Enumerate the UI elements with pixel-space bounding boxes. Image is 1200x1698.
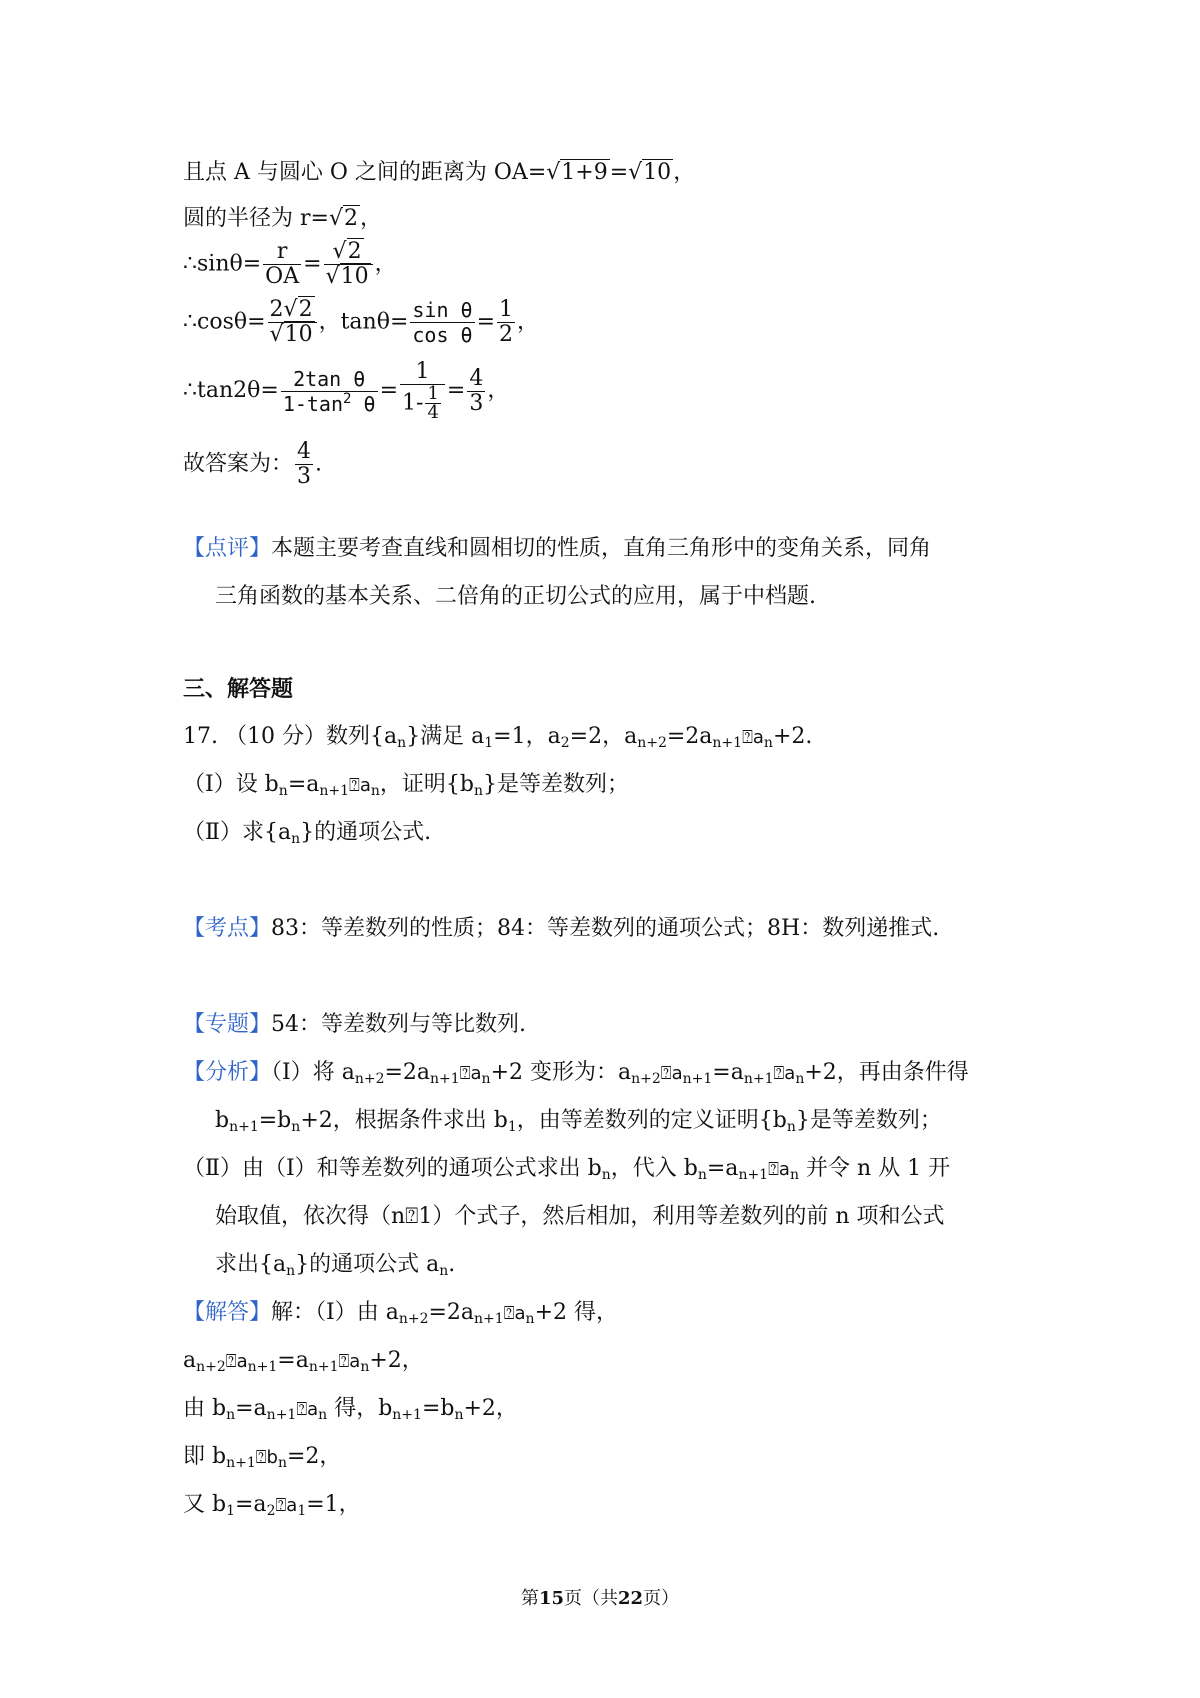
fenxi-line-4: 始取值，依次得（n⍰1）个式子，然后相加，利用等差数列的前 n 项和公式	[215, 1204, 945, 1229]
fenxi-line-1: 【分析】（Ⅰ）将 $a_{n+2}=2a_{n+1}⍰a_n+2$ 变形为：$a_{n+2}⍰a_{n+1}=a_{n+1}⍰a_n+2$，再由条件得	[183, 1060, 969, 1087]
section-title: 三、解答题	[183, 676, 294, 702]
current-page-number: 15	[538, 1588, 564, 1609]
kaodian-line: 【考点】83：等差数列的性质；84：等差数列的通项公式；8H：数列递推式.	[183, 916, 940, 941]
fenxi-line-5: 求出$\{a_n\}$的通项公式 $a_n$.	[215, 1252, 456, 1279]
distance-line: 且点 A 与圆心 O 之间的距离为 OA=√1+9=√10，	[183, 158, 695, 188]
frac-one-half: $\frac{1}{2}$	[499, 297, 514, 347]
solution-step-3: 即 $b_{n+1}⍰b_n=2$，	[183, 1444, 342, 1471]
sqrt-10: √10	[628, 160, 672, 185]
frac-sqrt2-over-sqrt10: $\frac{√2}{√10}$	[324, 240, 373, 289]
tan2theta-line: ∴tan2θ= $\frac{\text{2tan θ}}{1-\tan^2 \theta}$ = 1 1- $\frac{1}{4}$ = $\frac{4}{3}$ ，	[183, 359, 510, 423]
frac-double-angle: $\frac{\text{2tan θ}}{1-\tan^2 \theta}$	[282, 366, 376, 416]
solution-step-1: $a_{n+2}⍰a_{n+1}=a_{n+1}⍰a_n+2$，	[183, 1348, 424, 1375]
frac-four-thirds: $\frac{4}{3}$	[469, 365, 484, 416]
review-line-1: 【点评】本题主要考查直线和圆相切的性质，直角三角形中的变角关系，同角	[183, 536, 932, 561]
q17-part1: （Ⅰ）设 $b_n=a_{n+1}⍰a_n$，证明$\{b_n\}$是等差数列；	[183, 772, 630, 799]
page-footer: 第15页（共22页）	[520, 1588, 680, 1609]
frac-one-over-one-minus-quarter: 1 1- $\frac{1}{4}$	[400, 360, 445, 422]
answer-fraction: $\frac{4}{3}$	[297, 439, 312, 489]
sqrt-1plus9: √1+9	[546, 160, 608, 185]
jieda-line-1: 【解答】解：（Ⅰ）由 $a_{n+2}=2a_{n+1}⍰a_n+2$ 得，	[183, 1300, 618, 1327]
frac-r-over-oa: $\frac{r}{OA}$	[265, 239, 300, 289]
frac-sin-over-cos: $\frac{\text{sin θ}}{\text{cos θ}}$	[412, 298, 473, 347]
fenxi-line-3: （Ⅱ）由（Ⅰ）和等差数列的通项公式求出 $b_n$，代入 $b_n=a_{n+1}⍰a_n$ 并令 n 从 1 开	[183, 1156, 951, 1183]
zhuanti-tag: 【专题】	[183, 1012, 272, 1037]
cos-tan-line: ∴cosθ= $\frac{2√2}{√10}$ ，tanθ= $\frac{\text{sin θ}}{\text{cos θ}}$ = $\frac{1}{2}$ ，	[183, 297, 540, 347]
sqrt-2: √2	[328, 206, 358, 231]
review-line-2: 三角函数的基本关系、二倍角的正切公式的应用，属于中档题.	[215, 584, 816, 609]
answer-line: 故答案为： $\frac{4}{3}$ .	[183, 439, 323, 489]
solution-step-4: 又 $b_1=a_2⍰a_1=1$，	[183, 1492, 361, 1519]
fenxi-line-2: $b_{n+1}=b_n+2$，根据条件求出 $b_1$，由等差数列的定义证明$\{b_n\}$是等差数列；	[215, 1108, 942, 1135]
fenxi-tag: 【分析】	[183, 1060, 272, 1085]
jieda-tag: 【解答】	[183, 1300, 272, 1325]
kaodian-tag: 【考点】	[183, 916, 272, 941]
total-page-count: 22	[618, 1588, 644, 1609]
radius-line: 圆的半径为 r=√2，	[183, 204, 382, 234]
frac-cos: $\frac{2√2}{√10}$	[268, 298, 317, 347]
distance-text: 且点 A 与圆心 O 之间的距离为 OA=	[183, 160, 547, 185]
review-tag: 【点评】	[183, 536, 272, 561]
q17-statement: 17. （10 分）数列$\{a_n\}$满足 $a_1=1$，$a_2=2$，$a_{n+2}=2a_{n+1}⍰a_n+2$.	[183, 724, 813, 751]
solution-step-2: 由 $b_n=a_{n+1}⍰a_n$ 得，$b_{n+1}=b_n+2$，	[183, 1396, 518, 1423]
sin-line: ∴sinθ= $\frac{r}{OA}$ = $\frac{√2}{√10}$ ，	[183, 239, 397, 289]
zhuanti-line: 【专题】54：等差数列与等比数列.	[183, 1012, 527, 1037]
q17-part2: （Ⅱ）求$\{a_n\}$的通项公式.	[183, 820, 432, 847]
